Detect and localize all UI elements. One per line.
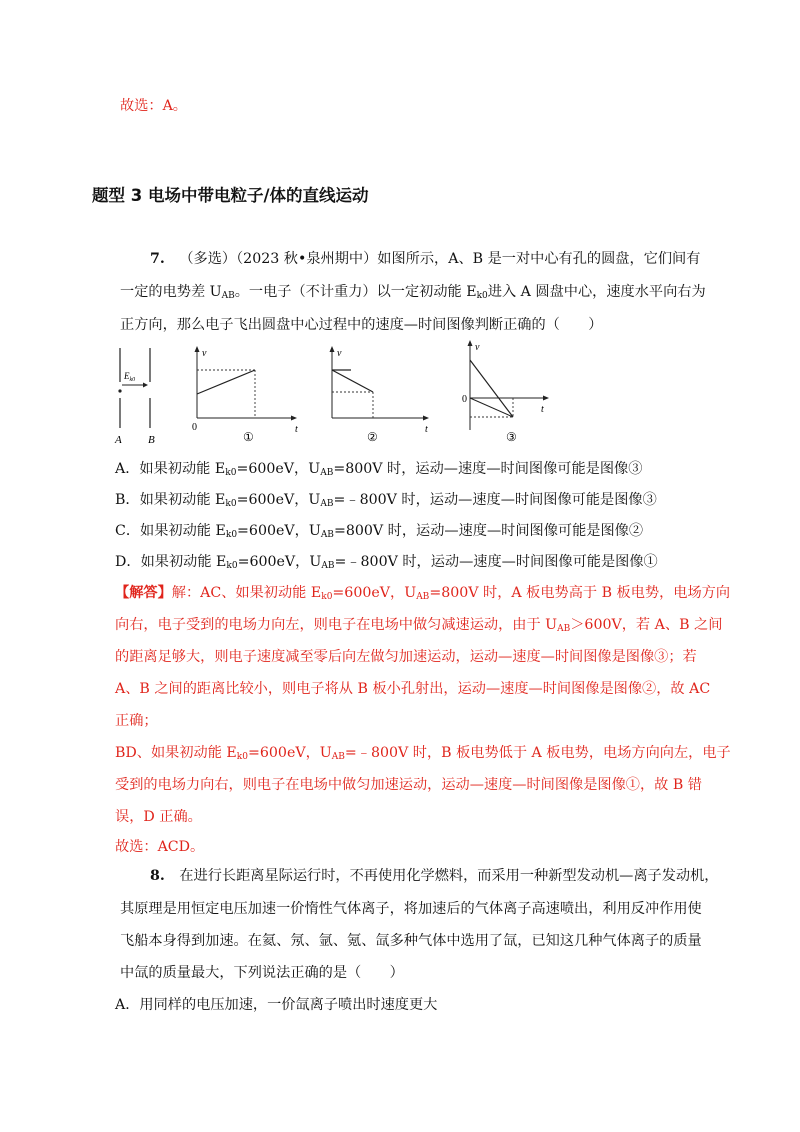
graph1-v-arrow [195,346,200,352]
graph1-line [197,370,255,394]
plate-a-label: A [115,434,122,446]
q7-stem-text-1: （多选）（2023 秋•泉州期中）如图所示，A、B 是一对中心有孔的圆盘，它们间有 [179,251,701,267]
graph1-t-label: t [295,424,298,435]
q7-stem-line-3: 正方向，那么电子飞出圆盘中心过程中的速度—时间图像判断正确的（ ） [120,317,603,333]
q7-stem-text-2c: 进入 A 圆盘中心，速度水平向右为 [487,284,706,300]
graph2-t-label: t [425,424,428,435]
graph1-t-arrow [291,416,297,421]
graph1-v-label: v [202,348,207,359]
final-answer: 故选：ACD。 [115,839,205,855]
graph3-t-arrow [543,396,549,401]
sub-ab: AB [221,291,235,301]
q7-option-b: B．如果初动能 $E_{k0}=600eV$，$U_{AB}=﹣800V$ 时，运动—速度—时间图像可能是图像③ [115,492,657,509]
graph2-t-arrow [423,416,429,421]
plate-b-label: B [148,434,155,446]
q7-stem-text-2a: 一定的电势差 U [120,284,222,300]
graph3-v-arrow [468,340,473,346]
graph2-line [332,370,373,392]
graph-2 [330,346,430,444]
q7-number: 7. [150,251,165,267]
graph3-origin: 0 [462,394,467,405]
graph3-caption: ③ [506,430,517,444]
q8-option-a: A．用同样的电压加速，一价氙离子喷出时速度更大 [115,997,438,1013]
q8-stem-line-2: 其原理是用恒定电压加速一价惰性气体离子，将加速后的气体离子高速喷出，利用反冲作用使 [120,901,702,917]
previous-answer: 故选：A。 [120,98,187,114]
solution-line-7: 受到的电场力向右，则电子在电场中做匀加速运动，运动—速度—时间图像是图像①，故 B 错 [115,777,702,793]
q7-option-d: D．如果初动能 $E_{k0}=600eV$，$U_{AB}=﹣800V$ 时，运动—速度—时间图像可能是图像① [115,554,658,571]
solution-line-4: A、B 之间的距离比较小，则电子将从 B 板小孔射出，运动—速度—时间图像是图像②，故 AC [115,681,711,697]
solution-line-3: 的距离足够大，则电子速度减至零后向左做匀加速运动，运动—速度—时间图像是图像③；若 [115,649,697,665]
graph-3 [462,340,549,444]
solution-line-6: BD、如果初动能 $E_{k0}=600eV$，$U_{AB}=﹣800V$ 时，B 板电势低于 A 板电势，电场方向向左，电子 [115,745,731,762]
solution-line-5: 正确； [115,713,158,729]
q7-stem-line-1 [150,249,700,269]
q8-stem-line-4: 中氙的质量最大，下列说法正确的是（ ） [120,965,404,981]
q8-stem-text-1: 在进行长距离星际运行时，不再使用化学燃料，而采用一种新型发动机—离子发动机， [179,868,719,884]
q8-number: 8. [150,868,165,884]
sub-k0: k0 [476,291,488,301]
graph3-t-label: t [541,404,544,415]
graph1-caption: ① [243,430,254,444]
q7-stem-text-2b: 。一电子（不计重力）以一定初动能 E [234,284,477,300]
plates-diagram [114,348,155,446]
graph2-caption: ② [367,430,378,444]
graph2-v-label: v [337,348,342,359]
solution-line-1: 【解答】解：AC、如果初动能 $E_{k0}=600eV$，$U_{AB}=800V$ 时，A 板电势高于 B 板电势，电场方向 [115,585,731,602]
answer-tag: 【解答】 [115,585,172,601]
q8-stem-line-3: 飞船本身得到加速。在氦、氖、氩、氪、氙多种气体中选用了氙，已知这几种气体离子的质量 [120,933,702,949]
solution-line-8: 误，D 正确。 [115,809,202,825]
graph2-v-arrow [330,346,335,352]
graph-1 [192,346,298,444]
velocity-arrow-head [143,383,148,388]
graph3-line [470,360,513,417]
q7-option-c: C．如果初动能 $E_{k0}=600eV$，$U_{AB}=800V$ 时，运动—速度—时间图像可能是图像② [115,523,644,540]
ek-label: $E_{k0}$ [124,371,136,383]
q8-stem-line-1 [150,866,718,886]
q7-option-a: A．如果初动能 $E_{k0}=600eV$，$U_{AB}=800V$ 时，运动—速度—时间图像可能是图像③ [115,461,643,478]
solution-line-2: 向右，电子受到的电场力向左，则电子在电场中做匀减速运动，由于 $U_{AB}>600V$，若 A、B 之间 [115,617,723,634]
graph3-v-label: v [475,342,480,353]
q7-stem-line-2 [120,282,706,306]
electron-dot [118,389,121,392]
graph1-origin: 0 [192,422,197,433]
section-title: 题型 3 电场中带电粒子/体的直线运动 [92,186,369,205]
q7-figure [105,340,565,450]
